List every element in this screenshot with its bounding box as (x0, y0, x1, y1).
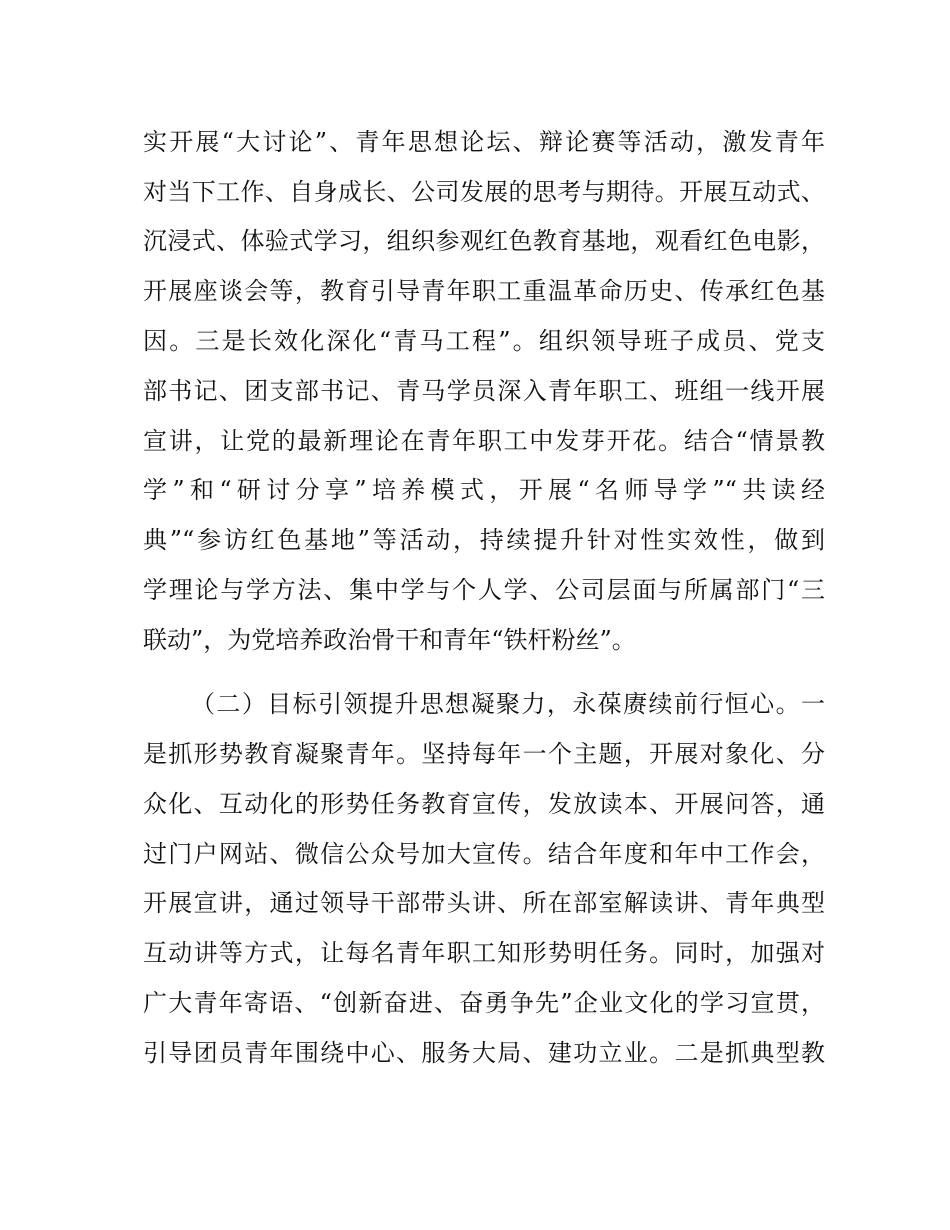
paragraph-line: 宣讲，让党的最新理论在青年职工中发芽开花。结合“情景教 (143, 427, 825, 455)
paragraph-line: 因。三是长效化深化“青马工程”。组织领导班子成员、党支 (143, 327, 825, 355)
paragraph-line: 学理论与学方法、集中学与个人学、公司层面与所属部门“三 (143, 576, 825, 604)
paragraph-line: 对当下工作、自身成长、公司发展的思考与期待。开展互动式、 (143, 178, 825, 206)
paragraph-line: 沉浸式、体验式学习，组织参观红色教育基地，观看红色电影， (143, 227, 825, 255)
paragraph-line: 典”“参访红色基地”等活动，持续提升针对性实效性，做到 (143, 526, 825, 554)
paragraph-line: 学”和“研讨分享”培养模式，开展“名师导学”“共读经 (143, 476, 825, 504)
paragraph-line: 开展座谈会等，教育引导青年职工重温革命历史、传承红色基 (143, 277, 825, 305)
paragraph-line: 引导团员青年围绕中心、服务大局、建功立业。二是抓典型教 (143, 1039, 825, 1067)
paragraph-line: 过门户网站、微信公众号加大宣传。结合年度和年中工作会， (143, 840, 825, 868)
paragraph-line: 实开展“大讨论”、青年思想论坛、辩论赛等活动，激发青年 (143, 128, 825, 156)
paragraph-line: 是抓形势教育凝聚青年。坚持每年一个主题，开展对象化、分 (143, 740, 825, 768)
paragraph-line: 互动讲等方式，让每名青年职工知形势明任务。同时，加强对 (143, 939, 825, 967)
paragraph-first-line: （二）目标引领提升思想凝聚力，永葆赓续前行恒心。一 (191, 690, 825, 718)
paragraph-line: 联动”，为党培养政治骨干和青年“铁杆粉丝”。 (143, 626, 636, 654)
paragraph-line: 开展宣讲，通过领导干部带头讲、所在部室解读讲、青年典型 (143, 889, 825, 917)
paragraph-line: 广大青年寄语、“创新奋进、奋勇争先”企业文化的学习宣贯， (143, 989, 825, 1017)
paragraph-line: 部书记、团支部书记、青马学员深入青年职工、班组一线开展 (143, 377, 825, 405)
paragraph-line: 众化、互动化的形势任务教育宣传，发放读本、开展问答，通 (143, 790, 825, 818)
